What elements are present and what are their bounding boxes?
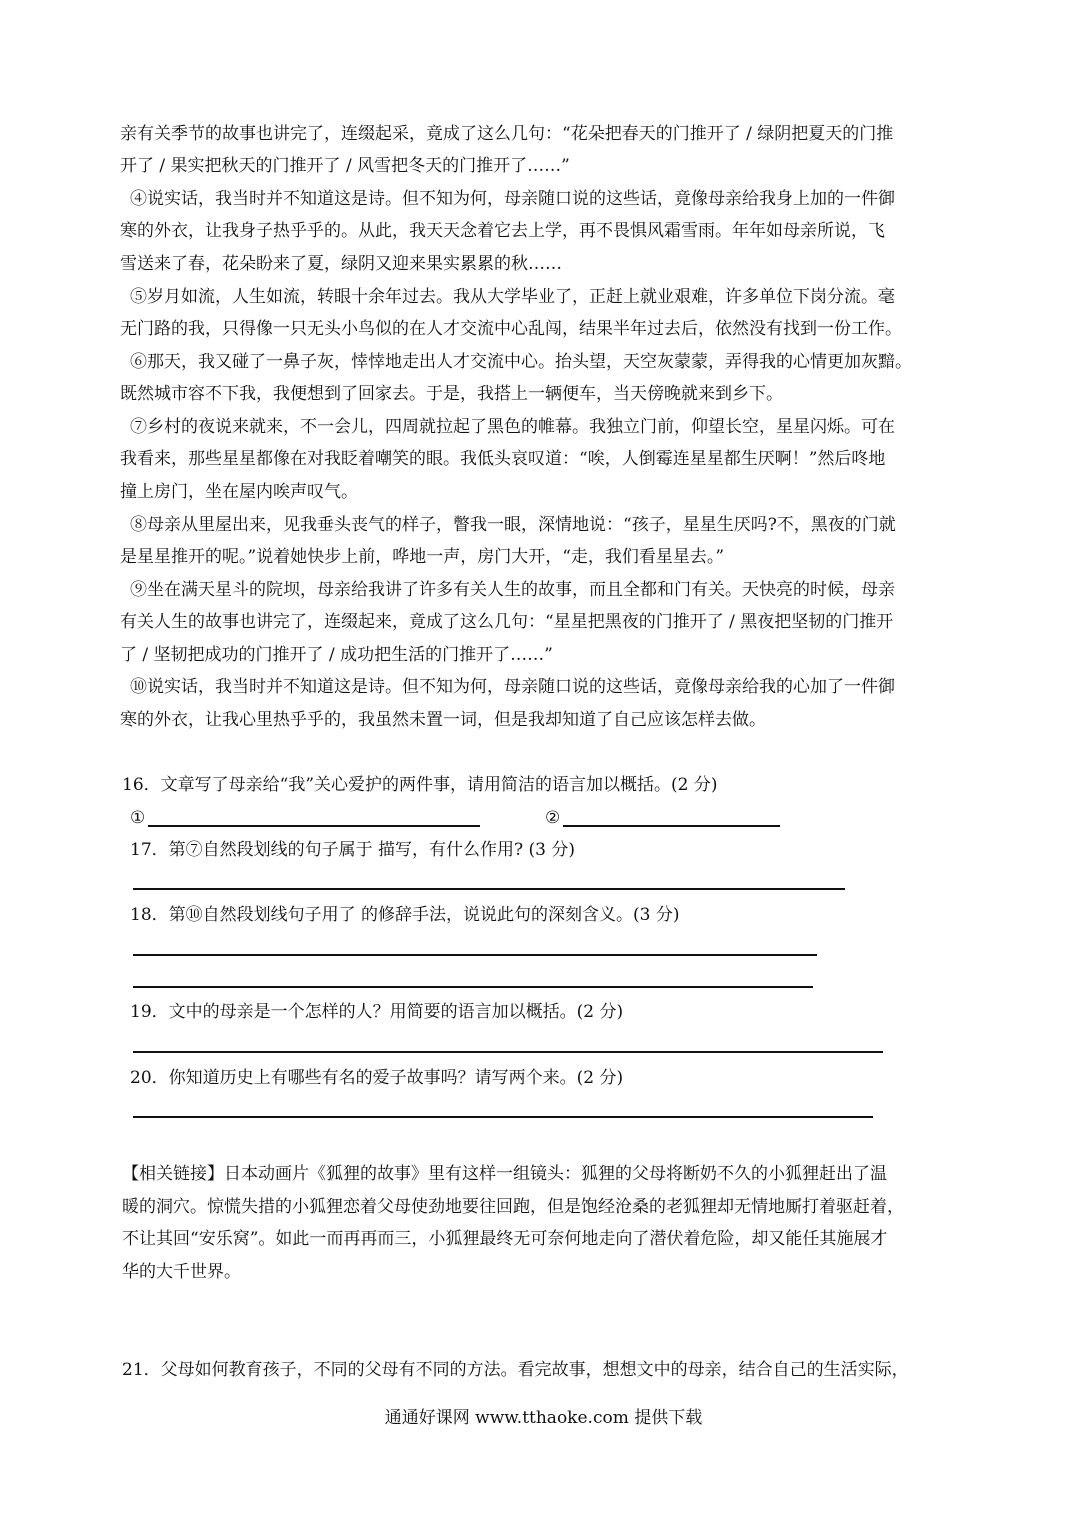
answer-17-line[interactable] <box>133 888 845 890</box>
passage-line: 无门路的我，只得像一只无头小鸟似的在人才交流中心乱闯，结果半年过去后，依然没有找到一份工作。 <box>120 319 902 339</box>
passage-line: 寒的外衣，让我身子热乎乎的。从此，我天天念着它去上学，再不畏惧风霜雪雨。年年如母亲所说，飞 <box>120 221 885 241</box>
page-footer: 通通好课网 www.tthaoke.com 提供下载 <box>384 1408 703 1428</box>
passage-line: ⑥那天，我又碰了一鼻子灰，悻悻地走出人才交流中心。抬头望，天空灰蒙蒙，弄得我的心情更加灰黯。 <box>130 352 912 372</box>
passage-line: 撞上房门，坐在屋内唉声叹气。 <box>120 482 358 502</box>
passage-line: 有关人生的故事也讲完了，连缀起来，竟成了这么几句：“星星把黑夜的门推开了 / 黑夜把坚韧的门推开 <box>120 612 894 632</box>
passage-line: 既然城市容不下我，我便想到了回家去。于是，我搭上一辆便车，当天傍晚就来到乡下。 <box>120 384 783 404</box>
answer-16-line-2[interactable] <box>563 825 780 827</box>
passage-line: 寒的外衣，让我心里热乎乎的，我虽然未置一词，但是我却知道了自己应该怎样去做。 <box>120 710 766 730</box>
passage-line: 了 / 坚韧把成功的门推开了 / 成功把生活的门推开了……” <box>120 645 553 665</box>
passage-line: ⑤岁月如流，人生如流，转眼十余年过去。我从大学毕业了，正赶上就业艰难，许多单位下岗分流。毫 <box>130 287 895 307</box>
passage-line: 亲有关季节的故事也讲完了，连缀起采，竟成了这么几句：“花朵把春天的门推开了 / 绿阴把夏天的门推 <box>120 124 894 144</box>
passage-line: 开了 / 果实把秋天的门推开了 / 风雪把冬天的门推开了……” <box>120 156 570 176</box>
passage-line: 我看来，那些星星都像在对我眨着嘲笑的眼。我低头哀叹道：“唉，人倒霉连星星都生厌啊！”然后咚地 <box>120 449 886 469</box>
passage-line: ④说实话，我当时并不知道这是诗。但不知为何，母亲随口说的这些话，竟像母亲给我身上加的一件御 <box>130 189 895 209</box>
answer-18-line-1[interactable] <box>133 954 817 956</box>
answer-16-line-1[interactable] <box>148 825 480 827</box>
passage-line: ⑨坐在满天星斗的院坝，母亲给我讲了许多有关人生的故事，而且全都和门有关。天快亮的时候，母亲 <box>130 580 895 600</box>
question-20: 20．你知道历史上有哪些有名的爱子故事吗？请写两个来。(2 分) <box>130 1068 624 1088</box>
link-line: 不让其回“安乐窝”。如此一而再再而三，小狐狸最终无可奈何地走向了潜伏着危险，却又能任其施展才 <box>122 1229 888 1249</box>
answer-16-label-2: ② <box>545 808 561 828</box>
link-line: 【相关链接】日本动画片《狐狸的故事》里有这样一组镜头：狐狸的父母将断奶不久的小狐狸赶出了温 <box>122 1164 887 1184</box>
question-19: 19．文中的母亲是一个怎样的人？用简要的语言加以概括。(2 分) <box>130 1002 624 1022</box>
question-21: 21．父母如何教育孩子，不同的父母有不同的方法。看完故事，想想文中的母亲，结合自己的生活实际， <box>122 1360 909 1380</box>
answer-20-line[interactable] <box>133 1116 873 1118</box>
link-line: 暖的洞穴。惊慌失措的小狐狸恋着父母使劲地要往回跑，但是饱经沧桑的老狐狸却无情地厮打着驱赶着， <box>122 1197 904 1217</box>
passage-line: ⑦乡村的夜说来就来，不一会儿，四周就拉起了黑色的帷幕。我独立门前，仰望长空，星星闪烁。可在 <box>130 417 895 437</box>
answer-16-label-1: ① <box>130 808 146 828</box>
answer-19-line[interactable] <box>133 1051 883 1053</box>
question-17: 17．第⑦自然段划线的句子属于 描写，有什么作用? (3 分) <box>130 840 576 860</box>
passage-line: 是星星推开的呢。”说着她快步上前，哗地一声，房门大开，“走，我们看星星去。” <box>120 547 725 567</box>
link-line: 华的大千世界。 <box>122 1262 241 1282</box>
passage-line: ⑧母亲从里屋出来，见我垂头丧气的样子，瞥我一眼，深情地说：“孩子，星星生厌吗?不，黑夜的门就 <box>130 515 896 535</box>
question-18: 18．第⑩自然段划线句子用了 的修辞手法，说说此句的深刻含义。(3 分) <box>130 905 680 925</box>
passage-line: 雪送来了春，花朵盼来了夏，绿阴又迎来果实累累的秋…… <box>120 254 562 274</box>
passage-line: ⑩说实话，我当时并不知道这是诗。但不知为何，母亲随口说的这些话，竟像母亲给我的心加了一件御 <box>130 677 895 697</box>
question-16: 16．文章写了母亲给“我”关心爱护的两件事，请用简洁的语言加以概括。(2 分) <box>122 775 718 795</box>
answer-18-line-2[interactable] <box>133 986 813 988</box>
